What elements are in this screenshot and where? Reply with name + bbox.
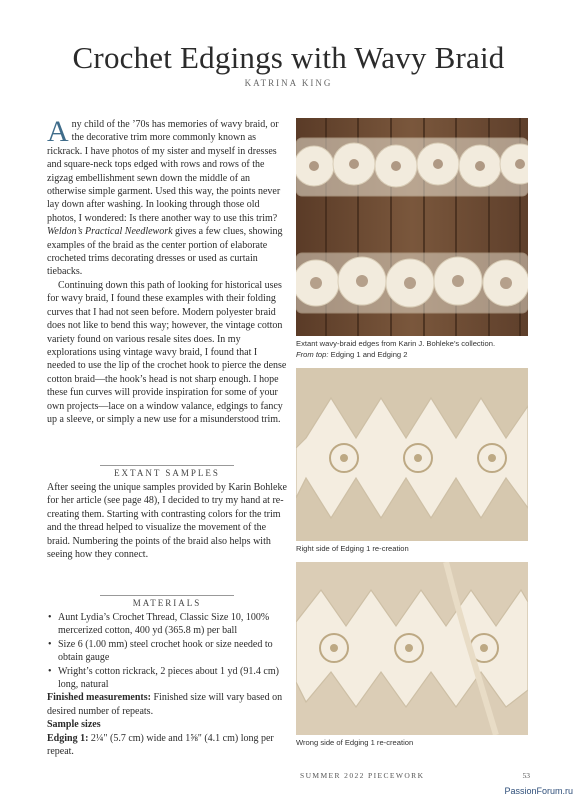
intro-book-title: Weldon’s Practical Needlework <box>47 226 173 238</box>
section-rule <box>100 465 234 466</box>
materials-item: • Size 6 (1.00 mm) steel crochet hook or size needed to obtain gauge <box>47 638 287 665</box>
edging-label: Edging 1: <box>47 732 89 744</box>
caption-photo-1-rest: Edging 1 and Edging 2 <box>330 349 408 359</box>
materials-item: • Wright’s cotton rickrack, 2 pieces about 1 yd (91.4 cm) long, natural <box>47 665 287 692</box>
caption-photo-1-italic: From top: <box>296 349 329 359</box>
photo-right-side <box>296 368 528 541</box>
sample-sizes-label: Sample sizes <box>47 719 101 731</box>
footer-issue: SUMMER 2022 PIECEWORK <box>300 771 425 780</box>
finished-measurements <box>47 691 287 718</box>
materials-block <box>47 611 287 758</box>
article-title: Crochet Edgings with Wavy Braid <box>72 40 505 75</box>
finished-label: Finished measurements: <box>47 692 151 704</box>
intro-tail: gives a few clues, showing examples of the braid as the center portion of elaborate crocheted trims decorating dresses or used as curtain tiebacks. <box>47 226 283 278</box>
section-heading-samples: EXTANT SAMPLES <box>114 468 220 478</box>
caption-photo-3: Wrong side of Edging 1 re-creation <box>296 738 414 747</box>
finished-text: Finished size will vary based on desired number of repeats. <box>47 692 283 717</box>
page-footer <box>300 771 530 780</box>
caption-photo-2: Right side of Edging 1 re-creation <box>296 544 409 553</box>
materials-item: • Aunt Lydia’s Crochet Thread, Classic Size 10, 100% mercerized cotton, 400 yd (365.8 m) per ball <box>47 611 287 638</box>
section-heading-materials: MATERIALS <box>132 598 202 608</box>
edging-size <box>47 732 287 759</box>
samples-text: After seeing the unique samples provided by Karin Bohleke for her article (see page 48), I decided to try my hand at re-creating them. Starting with contrasting colors for the trim and the thread helped to visualize the movement of the braid. Numbering the points of the braid also helps with seeing how they connect. <box>47 482 287 561</box>
watermark: PassionForum.ru <box>504 786 573 796</box>
photo-extant-edgings-image <box>296 118 528 336</box>
edging-text: 2¼" (5.7 cm) wide and 1⅝" (4.1 cm) long per repeat. <box>47 732 274 758</box>
section-rule <box>100 595 234 596</box>
photo-right-side-image <box>296 368 528 541</box>
intro-text <box>47 115 287 426</box>
materials-list <box>47 611 287 691</box>
caption-photo-1 <box>296 339 536 360</box>
author-byline: KATRINA KING <box>244 78 333 88</box>
page-number: 53 <box>522 771 530 780</box>
photo-wrong-side-image <box>296 562 528 735</box>
intro-paragraph-2: Continuing down this path of looking for historical uses for wavy braid, I found these examples with their folding curves that I had not seen before. Modern polyester braid does not like to bend this way; however, the vintage cotton variety found on various resale sites does. In my explorations using vintage wavy braid, I found that I needed to use the lip of the crochet hook to pierce the dense cotton braid—the hook’s head is not sharp enough. I hope these fun curves will provide inspiration for some of your own projects—lace on a window valance, edgings to fancy up a sleeve, or simply a new use for a misunderstood trim. <box>47 279 287 425</box>
caption-photo-1-line1: Extant wavy-braid edges from Karin J. Bohleke’s collection. <box>296 339 496 348</box>
photo-wrong-side <box>296 562 528 735</box>
drop-cap: A <box>47 115 69 148</box>
intro-body: ny child of the ’70s has memories of wavy braid, or the decorative trim more commonly known as rickrack. I have photos of my sister and myself in dresses and square-neck tops edged with rows and rows of the zigzag embellishment sewn down the middle of an otherwise simple garment. Used this way, the points never lay down after washing. In looking through those old photos, I wondered: Is there another way to use this trim? <box>47 119 281 224</box>
photo-extant-edgings <box>296 118 528 336</box>
